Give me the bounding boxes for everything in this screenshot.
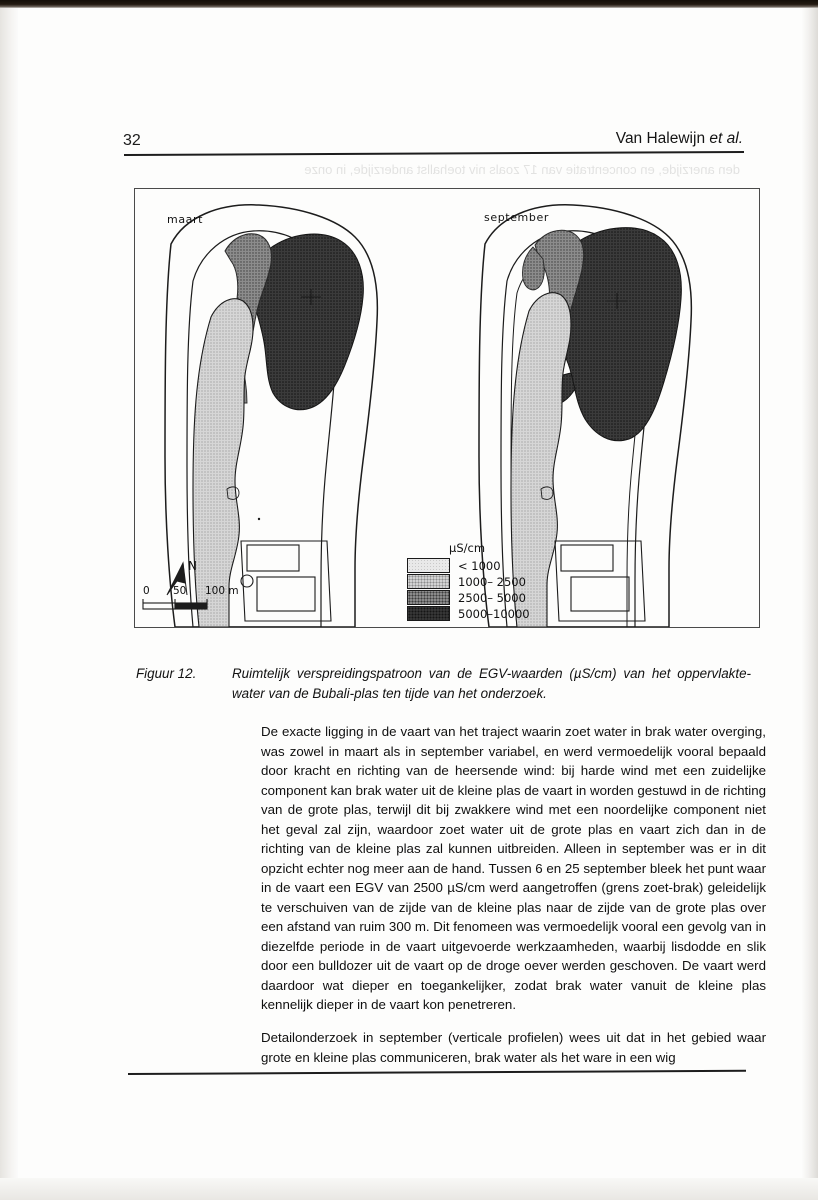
scale-label-100: 100 m — [205, 585, 239, 597]
legend-label-class4: 5000–10000 — [458, 606, 530, 621]
page-number: 32 — [123, 132, 141, 149]
running-head-authors — [616, 130, 743, 148]
scale-label-50: 50 — [173, 585, 187, 597]
scan-edge-right — [802, 8, 818, 1200]
body-text-column — [261, 722, 766, 1067]
scan-edge-bottom — [0, 1178, 818, 1200]
legend-row — [407, 590, 567, 605]
legend-swatch-class2 — [407, 574, 450, 589]
body-paragraph: Detailonderzoek in september (verticale profielen) wees uit dat in het gebied waar grote en kleine plas communiceren, brak water als het ware in een wig — [261, 1029, 766, 1065]
footer-rule — [128, 1070, 746, 1075]
scale-bar-group — [143, 559, 275, 617]
figure-caption — [136, 664, 751, 703]
figure-caption-label: Figuur 12. — [136, 666, 197, 681]
running-head — [123, 130, 743, 152]
legend-row — [407, 574, 567, 589]
map-legend — [407, 541, 567, 622]
running-head-etal: et al. — [709, 130, 743, 147]
north-label: N — [188, 559, 197, 573]
legend-row — [407, 606, 567, 621]
figure-12-frame — [134, 188, 760, 628]
legend-row — [407, 558, 567, 573]
legend-title-unit: µS/cm — [449, 541, 486, 555]
map-panel-label-maart: maart — [167, 213, 204, 226]
running-head-author-name: Van Halewijn — [615, 130, 706, 147]
scan-edge-left — [0, 8, 18, 1200]
legend-label-class1: < 1000 — [458, 558, 501, 573]
scale-label-0: 0 — [143, 585, 150, 597]
figure-caption-text: Ruimtelijk verspreidingspatroon van de EGV-waarden (µS/cm) van het oppervlakte-water van de Bubali-plas ten tijde van het onderzoek. — [232, 666, 751, 701]
legend-label-class3: 2500– 5000 — [458, 590, 526, 605]
scan-edge-top — [0, 0, 818, 8]
legend-swatch-class3 — [407, 590, 450, 605]
legend-swatch-class4 — [407, 606, 450, 621]
map-panel-label-september: september — [484, 211, 549, 224]
bleed-through-text: den anerzijde, en concentratie van 17 zoals niv toehallst anderzijde, in onze — [304, 162, 740, 177]
legend-swatch-class1 — [407, 558, 450, 573]
body-paragraph: De exacte ligging in de vaart van het traject waarin zoet water in brak water overging, was zowel in maart als in september variabel, en werd vermoedelijk vooral bepaald door kracht en richting van de heersende wind: bij harde wind met een zuidelijke component kan brak water uit de kleine plas de vaart in worden gestuwd in de richting van de grote plas, terwijl dit bij zwakkere wind met een noordelijke component niet het geval zal zijn, waardoor zoet water uit de grote plas en vaart zich dan in de richting van de kleine plas zal kunnen uitbreiden. Alleen in september was er in dit opzicht echter nog meer aan de hand. Tussen 6 en 25 september bleek het punt waar in de vaart een EGV van 2500 µS/cm werd aangetroffen (grens zoet-brak) geleidelijk te verschuiven van de zijde van de kleine plas naar de zijde van de grote plas over een afstand van ruim 300 m. Dit fenomeen was vermoedelijk vooral een gevolg van in diezelfde periode in de vaart uitgevoerde werkzaamheden, waarbij lisdodde en slik door een bulldozer uit de vaart op de droge oever werden geschoven. De vaart werd daardoor wat dieper en toegankelijker, zodat brak water vanuit de kleine plas kennelijk dieper in de vaart kon penetreren. — [261, 724, 766, 1013]
legend-label-class2: 1000– 2500 — [458, 574, 526, 589]
